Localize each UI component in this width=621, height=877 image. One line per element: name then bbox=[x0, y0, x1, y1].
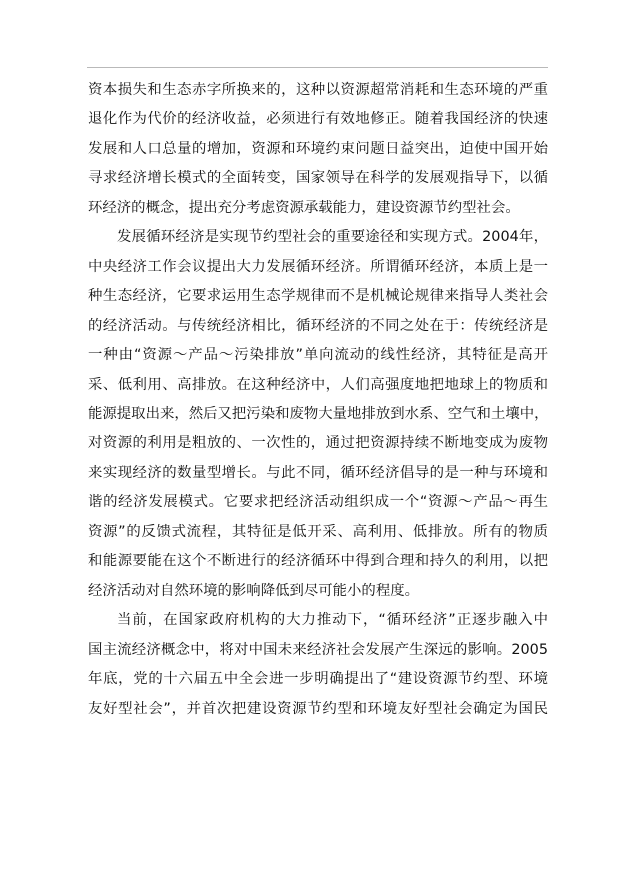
text-line: 谐的经济发展模式。它要求把经济活动组织成一个“资源～产品～再生 bbox=[88, 494, 548, 511]
text-line: 发展循环经济是实现节约型社会的重要途径和实现方式。2004年， bbox=[117, 229, 548, 246]
text-line: 国主流经济概念中，将对中国未来经济社会发展产生深远的影响。2005 bbox=[88, 641, 548, 658]
text-line: 当前，在国家政府机构的大力推动下，“循环经济”正逐步融入中 bbox=[117, 612, 548, 629]
text-line: 和能源要能在这个不断进行的经济循环中得到合理和持久的利用，以把 bbox=[88, 553, 548, 570]
text-line: 资本损失和生态赤字所换来的，这种以资源超常消耗和生态环境的严重 bbox=[88, 82, 548, 98]
text-line: 的经济活动。与传统经济相比，循环经济的不同之处在于：传统经济是 bbox=[88, 317, 548, 334]
text-line: 中央经济工作会议提出大力发展循环经济。所谓循环经济，本质上是一 bbox=[88, 258, 548, 275]
text-line: 寻求经济增长模式的全面转变，国家领导在科学的发展观指导下，以循 bbox=[88, 170, 548, 187]
text-line: 种生态经济，它要求运用生态学规律而不是机械论规律来指导人类社会 bbox=[88, 288, 548, 305]
document-body bbox=[88, 76, 548, 724]
text-line: 资源”的反馈式流程，其特征是低开采、高利用、低排放。所有的物质 bbox=[88, 523, 548, 540]
paragraph-2 bbox=[88, 223, 548, 606]
paragraph-3 bbox=[88, 606, 548, 724]
text-line: 采、低利用、高排放。在这种经济中，人们高强度地把地球上的物质和 bbox=[88, 376, 548, 393]
text-line: 能源提取出来，然后又把污染和废物大量地排放到水系、空气和土壤中， bbox=[88, 405, 549, 422]
text-line: 友好型社会”，并首次把建设资源节约型和环境友好型社会确定为国民 bbox=[88, 700, 548, 717]
text-line: 来实现经济的数量型增长。与此不同，循环经济倡导的是一种与环境和 bbox=[88, 464, 548, 481]
header-rule bbox=[87, 67, 548, 68]
text-line: 年底，党的十六届五中全会进一步明确提出了“建设资源节约型、环境 bbox=[88, 671, 548, 688]
text-line: 退化作为代价的经济收益，必须进行有效地修正。随着我国经济的快速 bbox=[88, 111, 548, 128]
text-line: 一种由“资源～产品～污染排放”单向流动的线性经济，其特征是高开 bbox=[88, 347, 548, 364]
text-line: 对资源的利用是粗放的、一次性的，通过把资源持续不断地变成为废物 bbox=[88, 435, 548, 452]
text-line: 环经济的概念，提出充分考虑资源承载能力，建设资源节约型社会。 bbox=[88, 199, 520, 216]
text-line: 发展和人口总量的增加，资源和环境约束问题日益突出，迫使中国开始 bbox=[88, 140, 548, 157]
paragraph-1 bbox=[88, 76, 548, 223]
text-line: 经济活动对自然环境的影响降低到尽可能小的程度。 bbox=[88, 582, 419, 599]
